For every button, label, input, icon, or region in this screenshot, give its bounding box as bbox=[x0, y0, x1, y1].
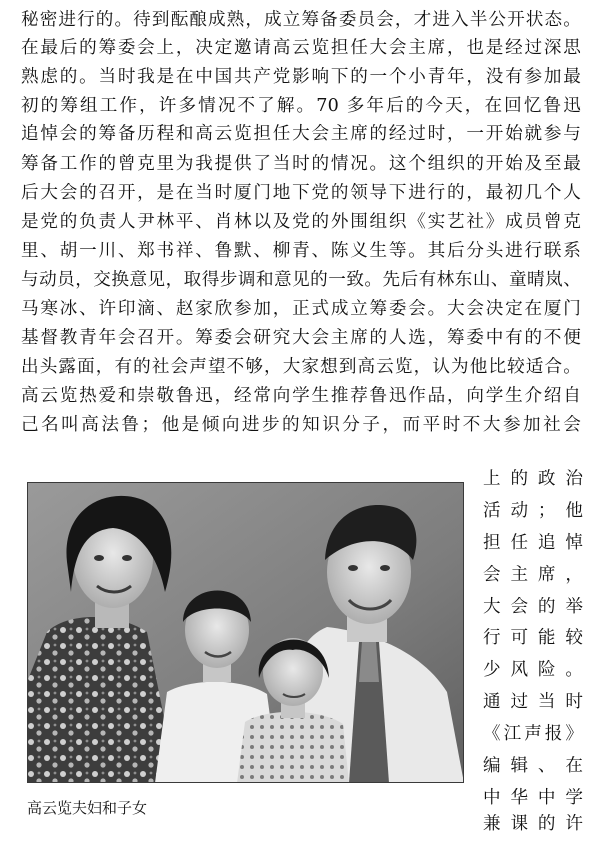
family-photo bbox=[27, 482, 464, 783]
body-line-12: 基督教青年会召开。筹委会研究大会主席的人选，筹委中有的不便 bbox=[21, 328, 581, 348]
body-line-9: 里、胡一川、郑书祥、鲁默、柳青、陈义生等。其后分头进行联系 bbox=[21, 241, 581, 261]
body-line-15: 己名叫高法鲁；他是倾向进步的知识分子，而平时不大参加社会 bbox=[21, 415, 581, 435]
body-line-6: 筹备工作的曾克里为我提供了当时的情况。这个组织的开始及至最 bbox=[21, 154, 581, 174]
side-line-9: 《江声报》 bbox=[483, 724, 583, 744]
side-line-6: 行可能较 bbox=[483, 628, 583, 648]
side-line-3: 担任追悼 bbox=[483, 533, 583, 553]
side-line-2: 活动；他 bbox=[483, 501, 583, 521]
body-line-4: 初的筹组工作，许多情况不了解。70 多年后的今天，在回忆鲁迅 bbox=[21, 96, 581, 116]
body-line-14: 高云览热爱和崇敬鲁迅，经常向学生推荐鲁迅作品，向学生介绍自 bbox=[21, 386, 581, 406]
side-line-4: 会主席， bbox=[483, 565, 583, 585]
side-line-5: 大会的举 bbox=[483, 597, 583, 617]
side-line-7: 少风险。 bbox=[483, 660, 583, 680]
side-line-12: 兼课的许 bbox=[483, 814, 583, 834]
body-line-2: 在最后的筹委会上，决定邀请高云览担任大会主席，也是经过深思 bbox=[21, 38, 581, 58]
side-line-11: 中华中学 bbox=[483, 788, 583, 808]
photo-caption: 高云览夫妇和子女 bbox=[27, 799, 148, 817]
body-line-3: 熟虑的。当时我是在中国共产党影响下的一个小青年，没有参加最 bbox=[21, 67, 581, 87]
side-line-8: 通过当时 bbox=[483, 692, 583, 712]
body-line-1: 秘密进行的。待到酝酿成熟，成立筹备委员会，才进入半公开状态。 bbox=[21, 10, 581, 30]
body-line-8: 是党的负责人尹林平、肖林以及党的外围组织《实艺社》成员曾克 bbox=[21, 212, 581, 232]
body-line-10: 与动员，交换意见，取得步调和意见的一致。先后有林东山、童晴岚、 bbox=[21, 270, 581, 290]
side-line-10: 编辑、在 bbox=[483, 756, 583, 776]
body-line-7: 后大会的召开，是在当时厦门地下党的领导下进行的，最初几个人 bbox=[21, 183, 581, 203]
side-line-1: 上的政治 bbox=[483, 469, 583, 489]
body-line-5: 追悼会的筹备历程和高云览担任大会主席的经过时，一开始就参与 bbox=[21, 124, 581, 144]
body-line-11: 马寒冰、许印滴、赵家欣参加，正式成立筹委会。大会决定在厦门 bbox=[21, 299, 581, 319]
body-line-13: 出头露面，有的社会声望不够，大家想到高云览，认为他比较适合。 bbox=[21, 357, 581, 377]
